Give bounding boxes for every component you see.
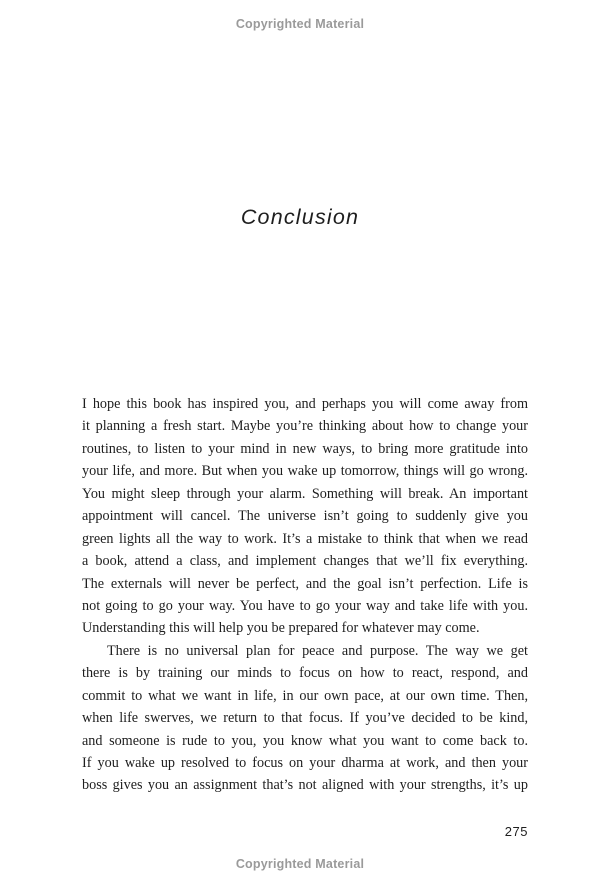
text-line: green lights all the way to work. It’s a mistake to think that when we read	[82, 530, 528, 547]
text-line: The externals will never be perfect, and the goal isn’t perfection. Life is	[82, 575, 528, 592]
copyright-notice-bottom: Copyrighted Material	[235, 857, 365, 871]
text-line: I hope this book has inspired you, and perhaps you will come away from	[82, 396, 528, 412]
body-text	[82, 393, 528, 797]
text-line: commit to what we want in life, in our own pace, at our own time. Then,	[82, 687, 528, 704]
chapter-title: Conclusion	[240, 205, 360, 229]
text-line: routines, to listen to your mind in new ways, to bring more gratitude into	[82, 440, 528, 457]
text-line: when life swerves, we return to that focus. If you’ve decided to be kind,	[82, 710, 528, 727]
text-line: there is by training our minds to focus on how to react, respond, and	[82, 665, 528, 682]
paragraph	[82, 393, 528, 640]
text-line: If you wake up resolved to focus on your dharma at work, and then your	[82, 755, 528, 771]
text-line: a book, attend a class, and implement changes that we’ll fix everything.	[82, 553, 528, 570]
page-number: 275	[504, 824, 528, 839]
text-line: You might sleep through your alarm. Something will break. An important	[82, 485, 528, 502]
paragraph	[82, 640, 528, 797]
text-line: not going to go your way. You have to go your way and take life with you.	[82, 597, 528, 614]
text-line: There is no universal plan for peace and purpose. The way we get	[107, 642, 528, 659]
text-line: your life, and more. But when you wake up tomorrow, things will go wrong.	[82, 463, 528, 480]
text-line: Understanding this will help you be prepared for whatever may come.	[82, 620, 480, 637]
text-line: it planning a fresh start. Maybe you’re thinking about how to change your	[82, 418, 528, 435]
text-line: boss gives you an assignment that’s not aligned with your strengths, it’s up	[82, 777, 528, 794]
copyright-notice-top: Copyrighted Material	[235, 17, 365, 31]
text-line: and someone is rude to you, you know what you want to come back to.	[82, 732, 528, 749]
text-line: appointment will cancel. The universe isn’t going to suddenly give you	[82, 508, 528, 525]
